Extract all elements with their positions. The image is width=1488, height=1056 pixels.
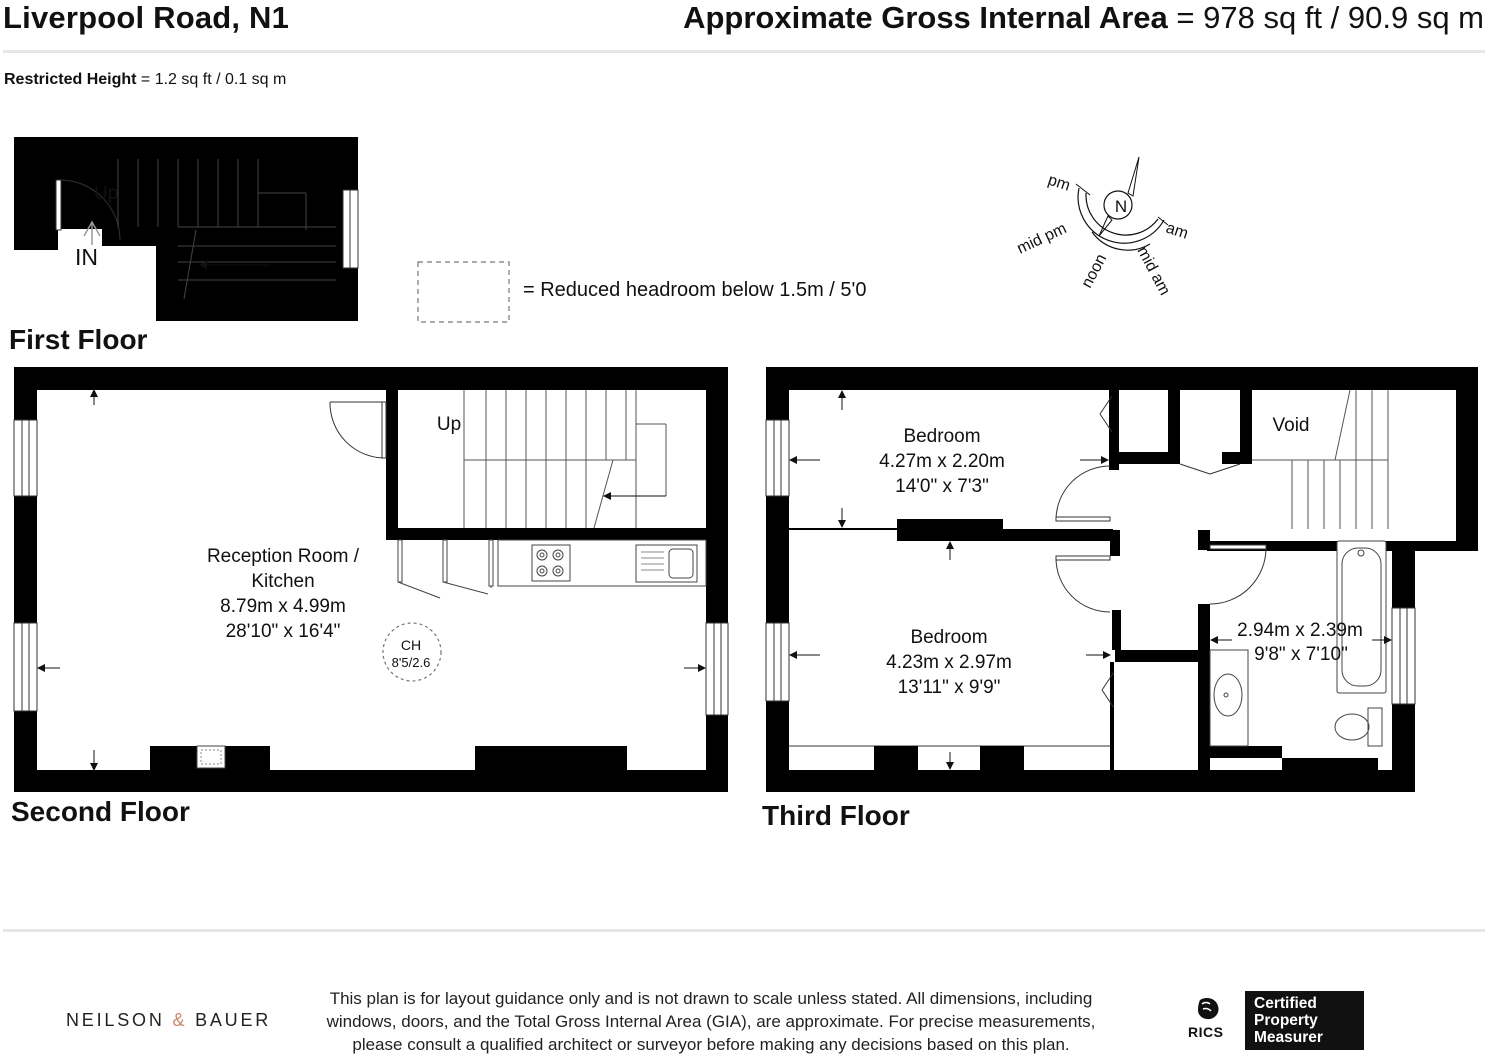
- compass-mid-am-label: mid am: [1133, 243, 1174, 299]
- reception-name-line1: Reception Room /: [206, 546, 360, 567]
- footer-divider: [3, 929, 1485, 932]
- compass-mid-pm-label: mid pm: [1014, 220, 1070, 258]
- bedroom2-metric-size: 4.23m x 2.97m: [886, 652, 1012, 673]
- second-floor-label: Second Floor: [11, 796, 190, 827]
- reduced-headroom-legend: = Reduced headroom below 1.5m / 5'0: [523, 279, 867, 301]
- compass-noon-label: noon: [1078, 251, 1111, 291]
- compass-pm-label: pm: [1045, 171, 1073, 195]
- brand-ampersand: &: [172, 1010, 188, 1030]
- bathroom-imperial-size: 9'8" x 7'10": [1254, 644, 1348, 665]
- restricted-height-value: = 1.2 sq ft / 0.1 sq m: [140, 71, 287, 88]
- gross-area-label: Approximate Gross Internal Area: [683, 0, 1168, 35]
- cpm-line2: Property: [1254, 1012, 1318, 1029]
- brand-name-2: BAUER: [195, 1010, 272, 1030]
- bedroom2-name: Bedroom: [910, 627, 988, 648]
- bathroom-metric-size: 2.94m x 2.39m: [1237, 620, 1363, 641]
- third-floor-label: Third Floor: [762, 800, 910, 831]
- reception-imperial-size: 28'10" x 16'4": [225, 621, 341, 642]
- brand-logo: [66, 1010, 271, 1031]
- bedroom2-imperial-size: 13'11" x 9'9": [897, 677, 1001, 698]
- restricted-height-label: Restricted Height: [4, 71, 137, 88]
- first-floor-plan: [14, 137, 358, 321]
- bedroom1-metric-size: 4.27m x 2.20m: [879, 451, 1005, 472]
- first-floor-label: First Floor: [9, 324, 148, 355]
- bedroom1-name: Bedroom: [903, 426, 981, 447]
- certified-property-measurer-badge: [1245, 991, 1364, 1050]
- rics-wordmark: RICS: [1188, 1024, 1224, 1040]
- bedroom1-imperial-size: 14'0" x 7'3": [895, 476, 989, 497]
- ch-label: CH: [400, 637, 422, 653]
- reception-name-line2: Kitchen: [251, 571, 315, 592]
- cpm-line3: Measurer: [1254, 1029, 1323, 1046]
- cpm-line1: Certified: [1254, 995, 1317, 1012]
- second-floor-plan: [14, 367, 728, 792]
- ch-height-label: 8'5/2.6: [391, 655, 431, 670]
- reduced-headroom-swatch: [418, 262, 509, 322]
- third-floor-plan: [766, 367, 1478, 792]
- rics-lion-icon: [1186, 996, 1236, 1048]
- void-label: Void: [1272, 415, 1310, 436]
- disclaimer-text: This plan is for layout guidance only and is not drawn to scale unless stated. All dimensions, including windows, doors, and the Total Gross Internal Area (GIA), are approximate. For precise measurements, please consult a qualified architect or surveyor before making any decisions based on this plan.: [326, 989, 1096, 1054]
- first-floor-up-label: Up: [94, 183, 119, 204]
- entrance-label: IN: [75, 244, 98, 270]
- compass-north-label: N: [1114, 197, 1128, 216]
- address-title: Liverpool Road, N1: [3, 0, 290, 35]
- brand-name-1: NEILSON: [66, 1010, 165, 1030]
- compass-am-label: am: [1163, 219, 1191, 243]
- reception-metric-size: 8.79m x 4.99m: [220, 596, 346, 617]
- gross-area-value: = 978 sq ft / 90.9 sq m: [1176, 0, 1484, 35]
- second-floor-up-label: Up: [436, 414, 462, 435]
